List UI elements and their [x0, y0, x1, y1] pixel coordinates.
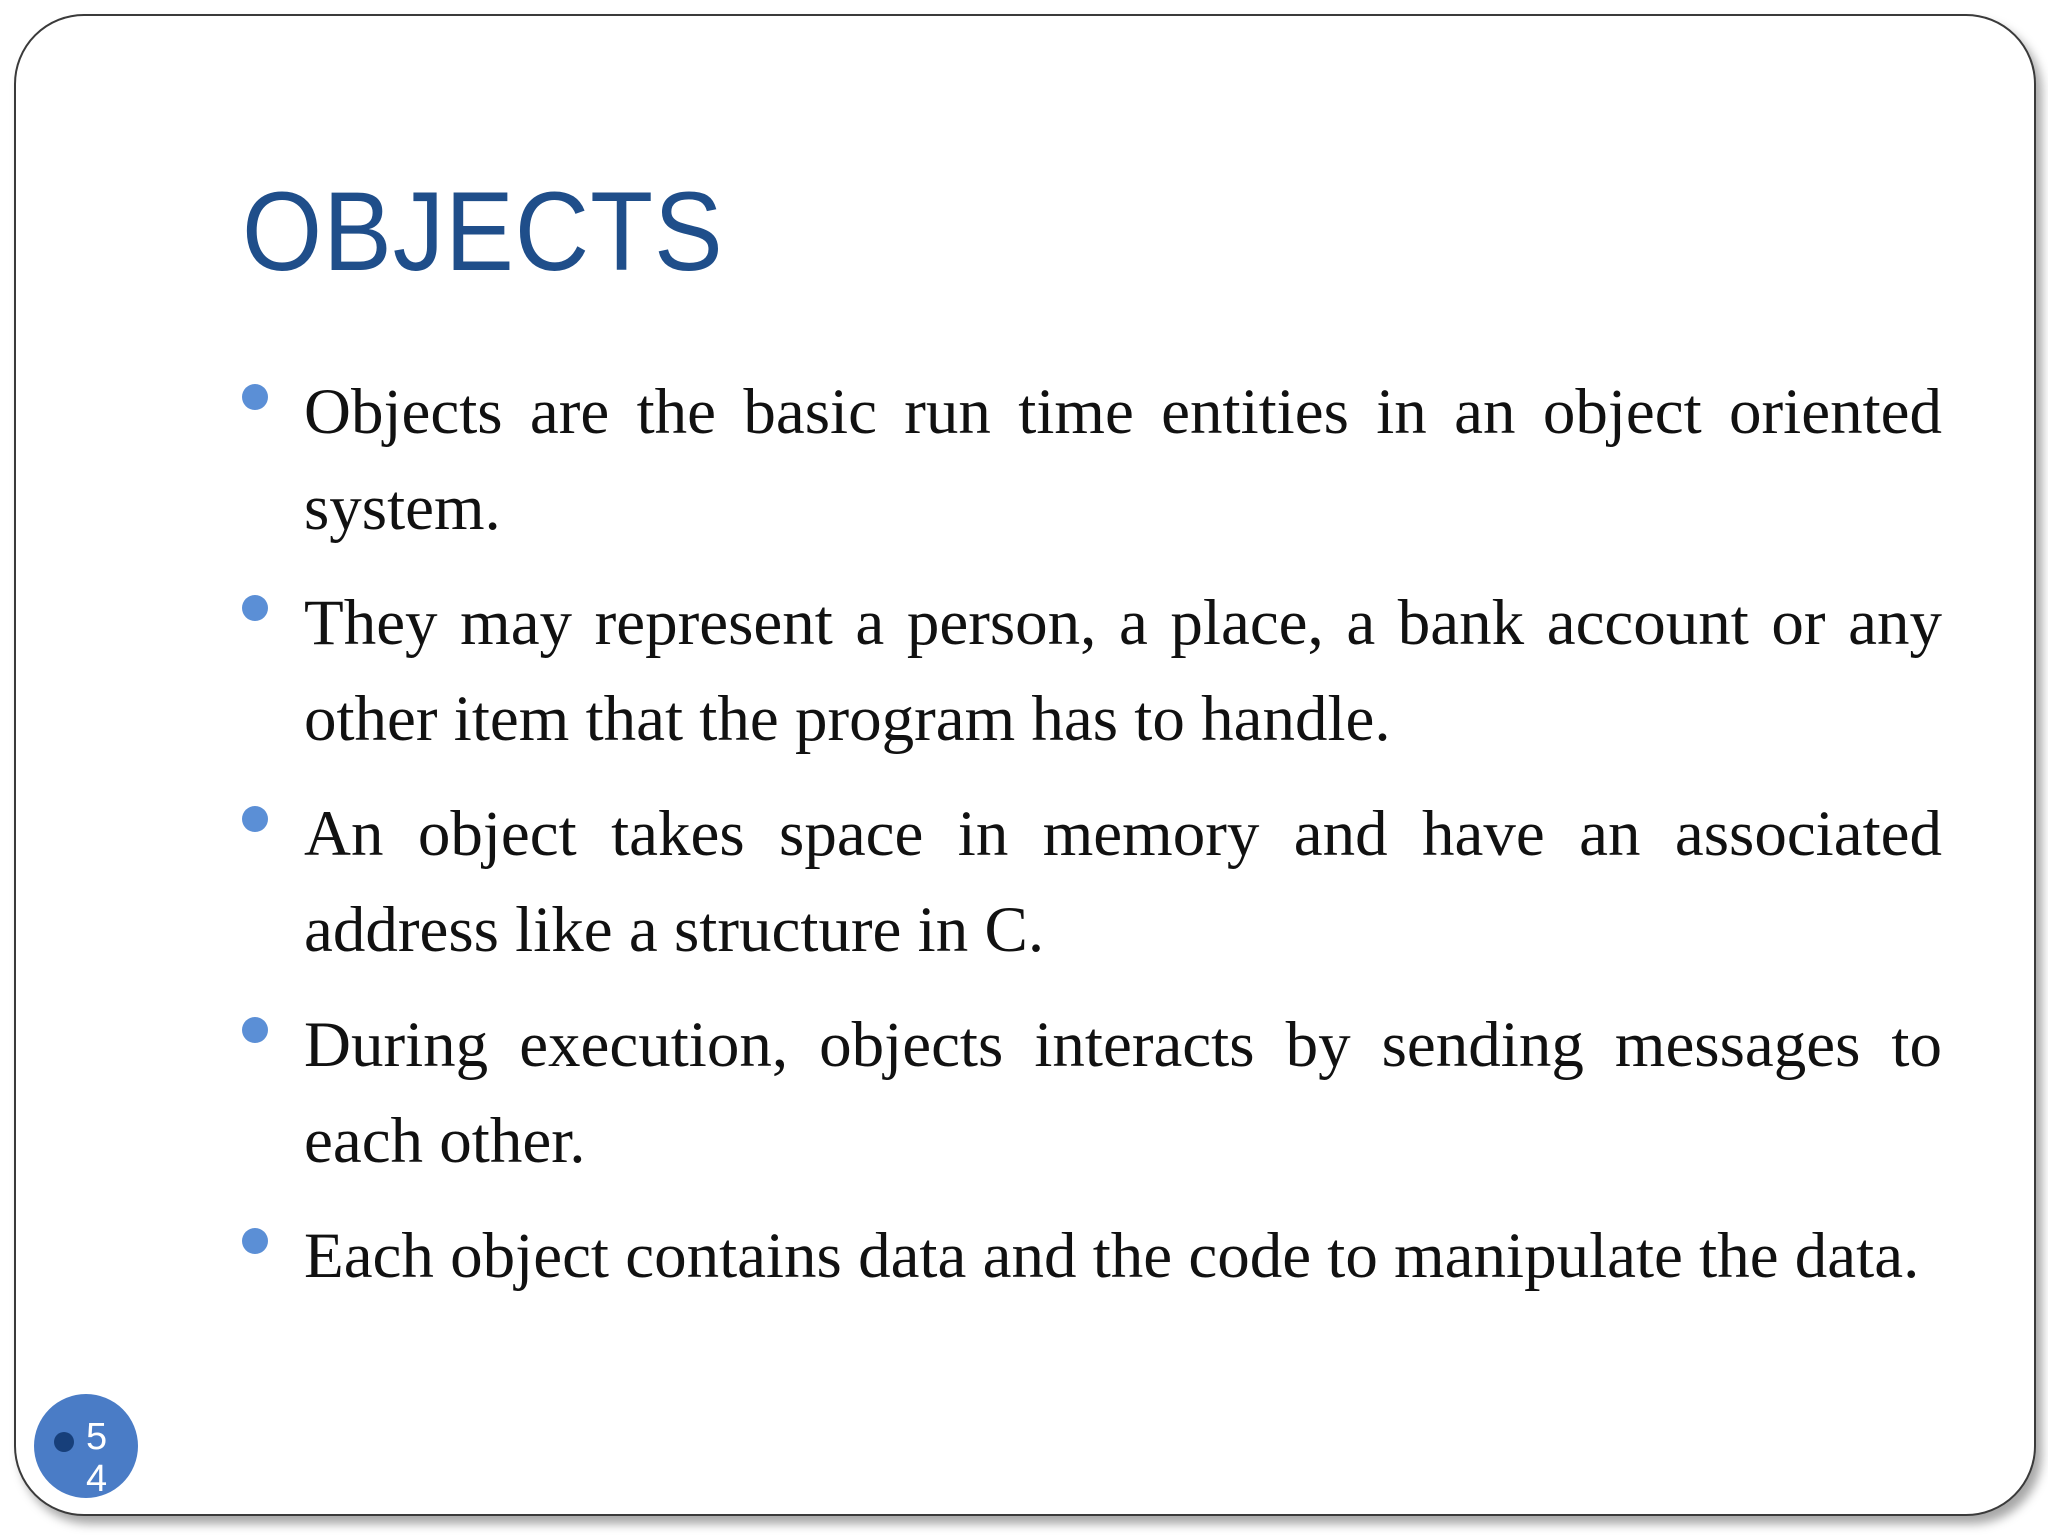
slide: [14, 14, 2036, 1516]
bullet-text: An object takes space in memory and have an associated address like a structure in C.: [304, 798, 1942, 966]
bullet-dot-icon: [242, 806, 268, 832]
bullet-item: [242, 786, 1942, 978]
page-number-badge: [34, 1394, 138, 1498]
bullet-text: Objects are the basic run time entities in an object oriented system.: [304, 376, 1942, 544]
slide-title: OBJECTS: [242, 169, 724, 294]
bullet-item: [242, 364, 1942, 556]
bullet-text: Each object contains data and the code to manipulate the data.: [304, 1220, 1920, 1292]
bullet-dot-icon: [242, 595, 268, 621]
bullet-text: They may represent a person, a place, a bank account or any other item that the program has to handle.: [304, 587, 1942, 755]
bullet-list: [242, 364, 1942, 1323]
page-number: 54: [86, 1416, 108, 1498]
bullet-dot-icon: [242, 1017, 268, 1043]
bullet-item: [242, 1208, 1942, 1304]
bullet-item: [242, 575, 1942, 767]
bullet-item: [242, 997, 1942, 1189]
bullet-dot-icon: [242, 1228, 268, 1254]
badge-dot-icon: [54, 1432, 74, 1452]
bullet-dot-icon: [242, 384, 268, 410]
bullet-text: During execution, objects interacts by sending messages to each other.: [304, 1009, 1942, 1177]
